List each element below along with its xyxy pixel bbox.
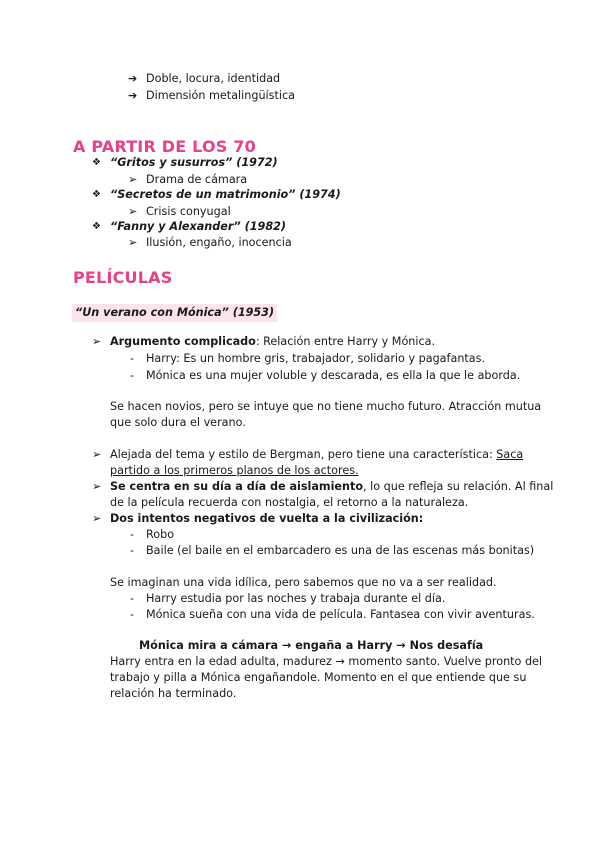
final-paragraph-line-1: Harry entra en la edad adulta, madurez → momento santo. Vuelve pronto del — [110, 655, 543, 668]
paragraph-novios-line-2: que solo dura el verano. — [110, 416, 246, 429]
film-fanny-title: “Fanny y Alexander” (1982) — [110, 220, 287, 233]
aislamiento-line-2: de la película recuerda con nostalgia, el retorno a la naturaleza. — [110, 496, 469, 509]
monica-description: Mónica es una mujer voluble y descarada, es ella la que le aborda. — [146, 369, 521, 382]
dash-bullet-icon: - — [130, 528, 135, 541]
baile-item: Baile (el baile en el embarcadero es una de las escenas más bonitas) — [146, 544, 535, 557]
dash-bullet-icon: - — [130, 352, 135, 365]
argumento-text: : Relación entre Harry y Mónica. — [255, 335, 436, 348]
triangle-bullet-icon: ➢ — [92, 448, 102, 461]
triangle-bullet-icon: ➢ — [128, 205, 138, 218]
dash-bullet-icon: - — [130, 592, 135, 605]
film-gritos-title: “Gritos y susurros” (1972) — [110, 156, 278, 169]
robo-item: Robo — [146, 528, 175, 541]
diamond-bullet-icon: ❖ — [92, 189, 101, 200]
film-verano-title: “Un verano con Mónica” (1953) — [72, 304, 277, 322]
dos-intentos-heading: Dos intentos negativos de vuelta a la civilización: — [110, 512, 424, 525]
film-fanny-sub: Ilusión, engaño, inocencia — [146, 236, 292, 249]
film-secretos-sub: Crisis conyugal — [146, 205, 231, 218]
bergman-underlined-end: partido a los primeros planos de los actores. — [110, 464, 359, 477]
intro-bullet-2: Dimensión metalingüística — [146, 89, 295, 102]
dash-bullet-icon: - — [130, 608, 135, 621]
film-gritos-sub: Drama de cámara — [146, 173, 248, 186]
bergman-underlined-start: Saca — [496, 448, 524, 461]
triangle-bullet-icon: ➢ — [92, 335, 102, 348]
triangle-bullet-icon: ➢ — [128, 173, 138, 186]
section-heading-70s: A PARTIR DE LOS 70 — [73, 137, 256, 156]
argumento-line — [110, 334, 435, 350]
arrow-bullet-icon: ➔ — [128, 89, 138, 102]
triangle-bullet-icon: ➢ — [92, 480, 102, 493]
bergman-text: Alejada del tema y estilo de Bergman, pero tiene una característica: — [110, 448, 497, 461]
dash-bullet-icon: - — [130, 369, 135, 382]
arrow-bullet-icon: ➔ — [128, 72, 138, 85]
film-secretos-title: “Secretos de un matrimonio” (1974) — [110, 188, 341, 201]
intro-bullet-1: Doble, locura, identidad — [146, 72, 281, 85]
final-paragraph-line-2: trabajo y pilla a Mónica engañandole. Momento en el que entiende que su — [110, 671, 527, 684]
diamond-bullet-icon: ❖ — [92, 157, 101, 168]
summary-arrows-line: Mónica mira a cámara → engaña a Harry → Nos desafía — [139, 639, 484, 652]
section-heading-peliculas: PELÍCULAS — [73, 268, 173, 287]
harry-estudia-item: Harry estudia por las noches y trabaja durante el día. — [146, 592, 446, 605]
harry-description: Harry: Es un hombre gris, trabajador, solidario y pagafantas. — [146, 352, 486, 365]
paragraph-novios-line-1: Se hacen novios, pero se intuye que no tiene mucho futuro. Atracción mutua — [110, 400, 542, 413]
bergman-line-1 — [110, 447, 523, 463]
aislamiento-line-1 — [110, 479, 553, 495]
paragraph-vida-idilica: Se imaginan una vida idílica, pero sabemos que no va a ser realidad. — [110, 576, 497, 589]
triangle-bullet-icon: ➢ — [92, 512, 102, 525]
final-paragraph-line-3: relación ha terminado. — [110, 687, 237, 700]
aislamiento-text: , lo que refleja su relación. Al final — [363, 480, 554, 493]
dash-bullet-icon: - — [130, 544, 135, 557]
aislamiento-bold: Se centra en su día a día de aislamiento — [110, 480, 364, 493]
triangle-bullet-icon: ➢ — [128, 236, 138, 249]
monica-suena-item: Mónica sueña con una vida de película. Fantasea con vivir aventuras. — [146, 608, 535, 621]
diamond-bullet-icon: ❖ — [92, 221, 101, 232]
argumento-label: Argumento complicado — [110, 335, 256, 348]
